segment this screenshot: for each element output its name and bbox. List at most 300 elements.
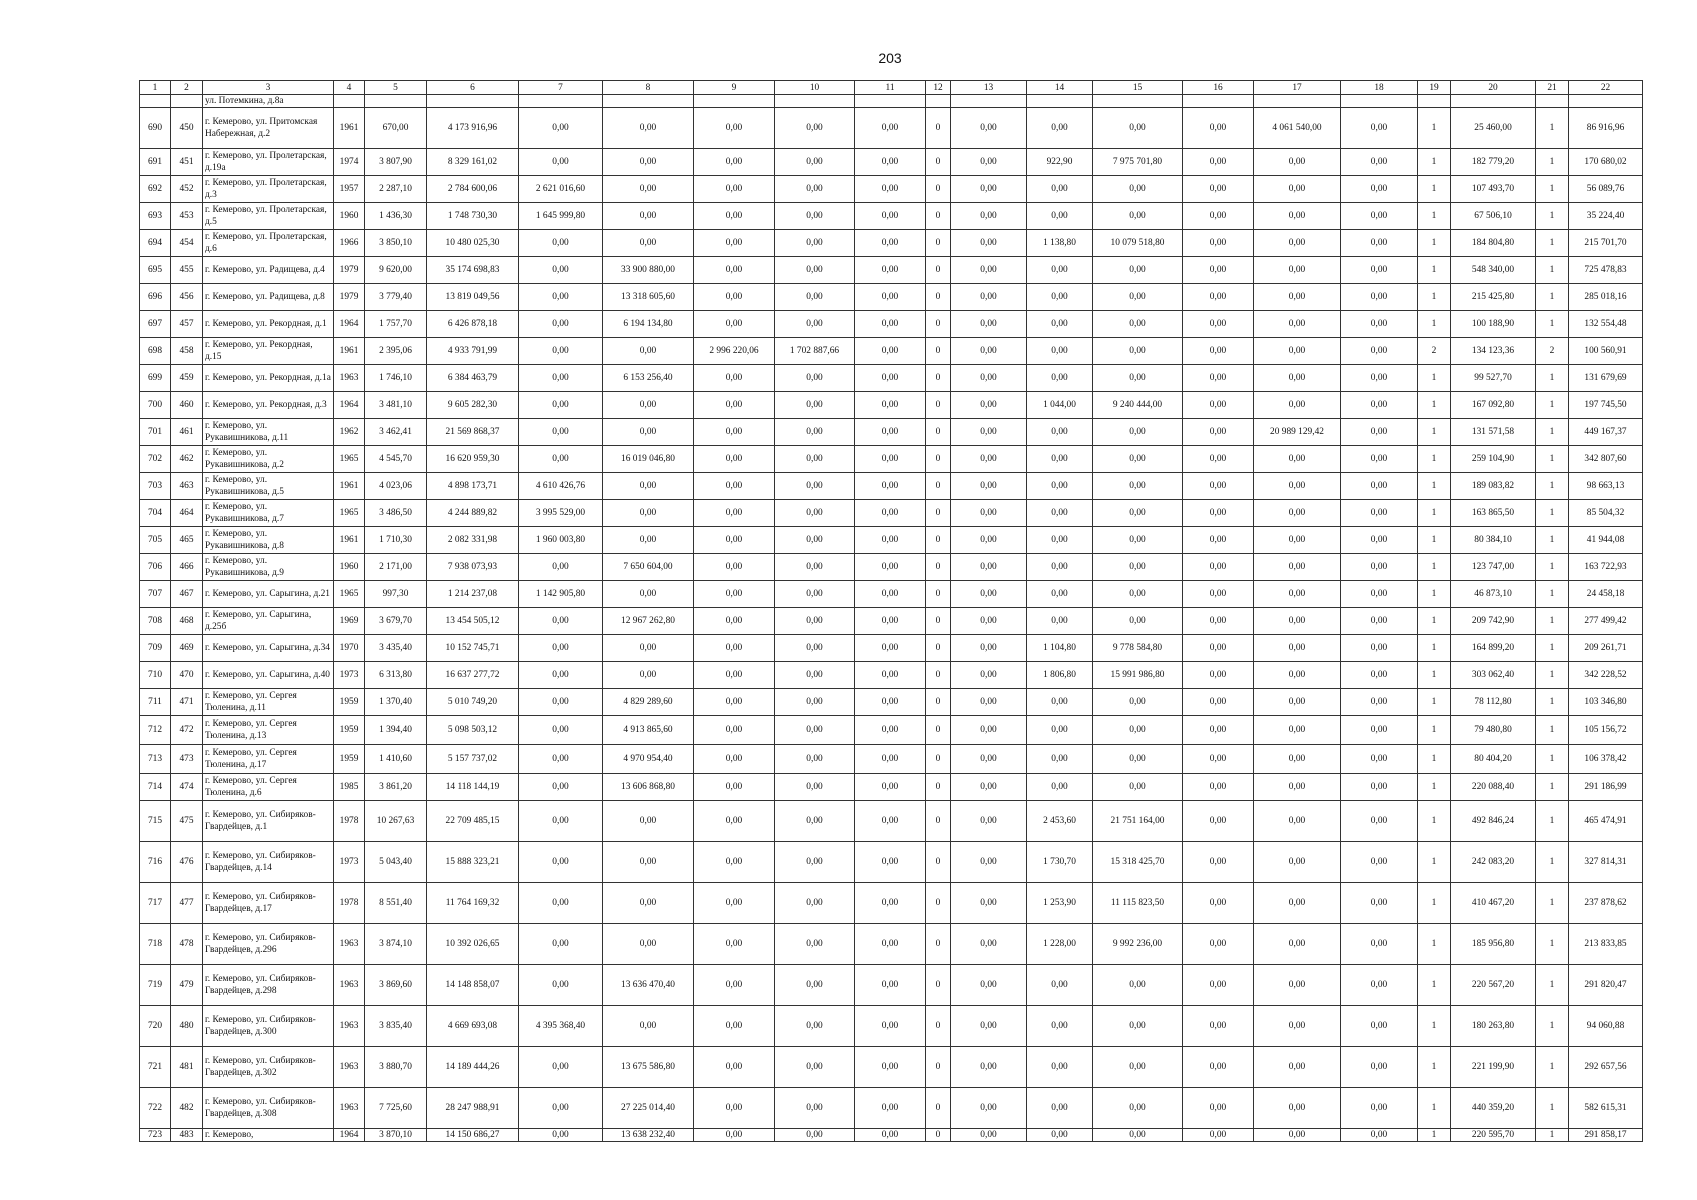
table-cell: 1 044,00 bbox=[1027, 392, 1093, 419]
table-cell: 0,00 bbox=[519, 608, 603, 635]
table-cell: 0,00 bbox=[1183, 1047, 1254, 1088]
table-cell: 0 bbox=[926, 284, 951, 311]
table-cell: 0,00 bbox=[1027, 1129, 1093, 1142]
table-cell: 5 043,40 bbox=[365, 842, 427, 883]
table-cell: 0,00 bbox=[855, 500, 926, 527]
table-cell: 0,00 bbox=[1254, 635, 1341, 662]
table-cell: 1 bbox=[1536, 745, 1569, 774]
table-cell: 0 bbox=[926, 203, 951, 230]
table-cell: 0,00 bbox=[1027, 1006, 1093, 1047]
table-row bbox=[140, 1006, 1643, 1047]
table-cell: 22 709 485,15 bbox=[427, 801, 519, 842]
table-cell: 1 bbox=[1536, 1129, 1569, 1142]
table-cell: 12 967 262,80 bbox=[603, 608, 694, 635]
table-cell: 722 bbox=[140, 1088, 171, 1129]
table-cell: 0 bbox=[926, 365, 951, 392]
table-cell: 1 bbox=[1418, 203, 1451, 230]
table-cell: 0,00 bbox=[694, 257, 775, 284]
table-cell: 35 174 698,83 bbox=[427, 257, 519, 284]
table-cell: 0,00 bbox=[1254, 924, 1341, 965]
table-cell: 1 bbox=[1536, 774, 1569, 801]
column-header: 2 bbox=[171, 81, 203, 95]
column-header: 13 bbox=[951, 81, 1027, 95]
table-cell: 20 989 129,42 bbox=[1254, 419, 1341, 446]
table-cell: 696 bbox=[140, 284, 171, 311]
table-cell: 0,00 bbox=[603, 801, 694, 842]
table-cell: 0,00 bbox=[951, 419, 1027, 446]
table-cell: 0,00 bbox=[603, 635, 694, 662]
table-cell: 0 bbox=[926, 311, 951, 338]
table-cell: 0,00 bbox=[1254, 608, 1341, 635]
table-cell: 0,00 bbox=[1027, 257, 1093, 284]
table-cell: 0,00 bbox=[694, 554, 775, 581]
table-cell: 184 804,80 bbox=[1451, 230, 1536, 257]
table-cell: 0,00 bbox=[694, 745, 775, 774]
table-cell: 1 bbox=[1536, 608, 1569, 635]
table-cell: 0,00 bbox=[603, 176, 694, 203]
table-cell: 2 784 600,06 bbox=[427, 176, 519, 203]
address-cell: ул. Потемкина, д.8а bbox=[203, 95, 334, 108]
table-cell: 0,00 bbox=[519, 842, 603, 883]
table-cell: 0,00 bbox=[1254, 662, 1341, 689]
table-cell: 0,00 bbox=[1027, 473, 1093, 500]
table-cell: 1 bbox=[1536, 473, 1569, 500]
table-cell: 0,00 bbox=[603, 149, 694, 176]
table-cell: 27 225 014,40 bbox=[603, 1088, 694, 1129]
table-cell: 0,00 bbox=[1341, 924, 1418, 965]
table-cell: 4 898 173,71 bbox=[427, 473, 519, 500]
table-cell: 0,00 bbox=[1341, 365, 1418, 392]
table-cell: 467 bbox=[171, 581, 203, 608]
address-cell: г. Кемерово, ул. Притомская Набережная, д.2 bbox=[203, 108, 334, 149]
table-cell: 0,00 bbox=[1341, 500, 1418, 527]
table-cell: 459 bbox=[171, 365, 203, 392]
table-cell: 479 bbox=[171, 965, 203, 1006]
table-cell: 0,00 bbox=[951, 446, 1027, 473]
table-cell: 707 bbox=[140, 581, 171, 608]
table-row bbox=[140, 95, 1643, 108]
table-cell: 0,00 bbox=[1093, 1129, 1183, 1142]
table-cell: 1 bbox=[1418, 924, 1451, 965]
table-cell: 0,00 bbox=[1183, 1006, 1254, 1047]
table-cell: 0 bbox=[926, 689, 951, 716]
table-cell: 0 bbox=[926, 635, 951, 662]
table-cell: 3 835,40 bbox=[365, 1006, 427, 1047]
table-row bbox=[140, 365, 1643, 392]
table-cell: 0,00 bbox=[519, 883, 603, 924]
table-cell: 25 460,00 bbox=[1451, 108, 1536, 149]
table-cell: 440 359,20 bbox=[1451, 1088, 1536, 1129]
table-cell: 0,00 bbox=[694, 1088, 775, 1129]
table-cell: 410 467,20 bbox=[1451, 883, 1536, 924]
table-cell: 701 bbox=[140, 419, 171, 446]
table-cell: 14 150 686,27 bbox=[427, 1129, 519, 1142]
table-cell: 1 bbox=[1536, 108, 1569, 149]
table-cell: 0,00 bbox=[603, 662, 694, 689]
table-cell: 3 870,10 bbox=[365, 1129, 427, 1142]
table-cell: 1 bbox=[1418, 1047, 1451, 1088]
table-cell: 1 bbox=[1418, 149, 1451, 176]
table-cell: 1 bbox=[1418, 774, 1451, 801]
table-row bbox=[140, 842, 1643, 883]
table-cell: 0 bbox=[926, 108, 951, 149]
table-cell: 1 104,80 bbox=[1027, 635, 1093, 662]
table-cell: 474 bbox=[171, 774, 203, 801]
table-cell: 3 779,40 bbox=[365, 284, 427, 311]
table-cell: 0,00 bbox=[1341, 203, 1418, 230]
table-cell: 460 bbox=[171, 392, 203, 419]
table-cell: 41 944,08 bbox=[1569, 527, 1643, 554]
table-cell: 0,00 bbox=[1254, 257, 1341, 284]
table-cell: 0,00 bbox=[694, 284, 775, 311]
table-row bbox=[140, 1088, 1643, 1129]
table-cell: 0,00 bbox=[1183, 801, 1254, 842]
table-cell: 7 938 073,93 bbox=[427, 554, 519, 581]
table-cell: 0,00 bbox=[1341, 1047, 1418, 1088]
table-cell: 4 023,06 bbox=[365, 473, 427, 500]
table-cell: 94 060,88 bbox=[1569, 1006, 1643, 1047]
table-cell: 123 747,00 bbox=[1451, 554, 1536, 581]
table-cell: 469 bbox=[171, 635, 203, 662]
table-cell: 0,00 bbox=[855, 581, 926, 608]
table-cell: 0,00 bbox=[1093, 338, 1183, 365]
table-cell: 215 701,70 bbox=[1569, 230, 1643, 257]
table-cell: 0,00 bbox=[519, 230, 603, 257]
table-cell: 0,00 bbox=[1341, 108, 1418, 149]
table-cell: 1 410,60 bbox=[365, 745, 427, 774]
address-cell: г. Кемерово, ул. Рукавишникова, д.2 bbox=[203, 446, 334, 473]
table-cell: 2 bbox=[1418, 338, 1451, 365]
address-cell: г. Кемерово, ул. Сибиряков-Гвардейцев, д.298 bbox=[203, 965, 334, 1006]
table-cell: 4 913 865,60 bbox=[603, 716, 694, 745]
address-cell: г. Кемерово, ул. Сергея Тюленина, д.11 bbox=[203, 689, 334, 716]
table-cell: 0,00 bbox=[1183, 176, 1254, 203]
table-cell: 697 bbox=[140, 311, 171, 338]
table-cell: 342 807,60 bbox=[1569, 446, 1643, 473]
table-cell: 1969 bbox=[334, 608, 365, 635]
table-cell: 0,00 bbox=[694, 842, 775, 883]
table-cell: 483 bbox=[171, 1129, 203, 1142]
table-cell: 0,00 bbox=[1254, 1088, 1341, 1129]
address-cell: г. Кемерово, ул. Сарыгина, д.40 bbox=[203, 662, 334, 689]
table-cell: 0,00 bbox=[951, 1006, 1027, 1047]
table-cell: 0,00 bbox=[519, 392, 603, 419]
table-cell: 0,00 bbox=[603, 203, 694, 230]
table-cell: 0,00 bbox=[775, 774, 855, 801]
table-cell: 1 bbox=[1418, 689, 1451, 716]
table-cell: 2 621 016,60 bbox=[519, 176, 603, 203]
table-cell: 0 bbox=[926, 149, 951, 176]
table-cell: 453 bbox=[171, 203, 203, 230]
table-cell: 0 bbox=[926, 1047, 951, 1088]
table-cell: 221 199,90 bbox=[1451, 1047, 1536, 1088]
table-cell: 3 462,41 bbox=[365, 419, 427, 446]
table-cell: 0,00 bbox=[855, 284, 926, 311]
table-row bbox=[140, 392, 1643, 419]
table-cell: 78 112,80 bbox=[1451, 689, 1536, 716]
table-cell: 0,00 bbox=[775, 1088, 855, 1129]
table-cell: 0,00 bbox=[855, 149, 926, 176]
column-header: 12 bbox=[926, 81, 951, 95]
table-cell: 163 865,50 bbox=[1451, 500, 1536, 527]
table-cell: 209 261,71 bbox=[1569, 635, 1643, 662]
table-cell: 1963 bbox=[334, 1088, 365, 1129]
table-cell: 0 bbox=[926, 965, 951, 1006]
table-cell: 0 bbox=[926, 230, 951, 257]
table-cell: 107 493,70 bbox=[1451, 176, 1536, 203]
table-cell: 1 bbox=[1536, 965, 1569, 1006]
table-cell: 0,00 bbox=[951, 716, 1027, 745]
table-cell: 0,00 bbox=[1183, 284, 1254, 311]
table-cell: 1970 bbox=[334, 635, 365, 662]
table-cell: 0,00 bbox=[1027, 1047, 1093, 1088]
table-cell: 21 751 164,00 bbox=[1093, 801, 1183, 842]
table-cell: 451 bbox=[171, 149, 203, 176]
table-cell: 1 bbox=[1536, 419, 1569, 446]
table-cell: 9 992 236,00 bbox=[1093, 924, 1183, 965]
table-cell: 0,00 bbox=[1093, 311, 1183, 338]
table-cell: 4 061 540,00 bbox=[1254, 108, 1341, 149]
table-cell: 1 bbox=[1418, 581, 1451, 608]
table-cell: 465 bbox=[171, 527, 203, 554]
table-cell: 693 bbox=[140, 203, 171, 230]
table-cell: 1963 bbox=[334, 965, 365, 1006]
address-cell: г. Кемерово, ул. Рукавишникова, д.8 bbox=[203, 527, 334, 554]
table-cell: 0,00 bbox=[951, 801, 1027, 842]
table-cell: 0,00 bbox=[775, 801, 855, 842]
table-cell: 10 480 025,30 bbox=[427, 230, 519, 257]
table-cell: 10 079 518,80 bbox=[1093, 230, 1183, 257]
table-cell: 0,00 bbox=[855, 365, 926, 392]
table-cell: 0,00 bbox=[1093, 176, 1183, 203]
table-cell: 0,00 bbox=[775, 1047, 855, 1088]
table-cell: 0 bbox=[926, 392, 951, 419]
table-cell: 0,00 bbox=[1254, 230, 1341, 257]
table-cell: 0,00 bbox=[519, 801, 603, 842]
table-cell: 8 329 161,02 bbox=[427, 149, 519, 176]
table-cell: 0 bbox=[926, 883, 951, 924]
table-cell: 0,00 bbox=[1341, 446, 1418, 473]
table-cell: 0,00 bbox=[855, 689, 926, 716]
table-cell: 1 bbox=[1418, 176, 1451, 203]
table-cell: 0,00 bbox=[1254, 716, 1341, 745]
table-cell: 0 bbox=[926, 554, 951, 581]
address-cell: г. Кемерово, ул. Сарыгина, д.21 bbox=[203, 581, 334, 608]
address-cell: г. Кемерово, bbox=[203, 1129, 334, 1142]
table-cell: 1 bbox=[1418, 392, 1451, 419]
table-cell: 4 395 368,40 bbox=[519, 1006, 603, 1047]
table-cell: 0,00 bbox=[951, 257, 1027, 284]
table-cell: 0,00 bbox=[775, 842, 855, 883]
table-cell: 1 bbox=[1536, 176, 1569, 203]
data-table bbox=[139, 80, 1643, 1142]
table-cell: 0,00 bbox=[1027, 108, 1093, 149]
table-cell: 277 499,42 bbox=[1569, 608, 1643, 635]
table-cell: 462 bbox=[171, 446, 203, 473]
table-cell: 0,00 bbox=[951, 230, 1027, 257]
table-cell: 342 228,52 bbox=[1569, 662, 1643, 689]
table-cell: 0,00 bbox=[855, 338, 926, 365]
table-cell: 0,00 bbox=[1341, 149, 1418, 176]
table-cell: 0,00 bbox=[603, 419, 694, 446]
table-cell: 0,00 bbox=[1183, 842, 1254, 883]
table-cell: 1959 bbox=[334, 689, 365, 716]
table-cell: 0,00 bbox=[855, 924, 926, 965]
table-cell: 220 088,40 bbox=[1451, 774, 1536, 801]
table-cell: 0,00 bbox=[1341, 635, 1418, 662]
table-cell: 1 142 905,80 bbox=[519, 581, 603, 608]
table-cell: 1 746,10 bbox=[365, 365, 427, 392]
column-header: 18 bbox=[1341, 81, 1418, 95]
table-cell: 700 bbox=[140, 392, 171, 419]
table-row bbox=[140, 203, 1643, 230]
table-cell: 6 384 463,79 bbox=[427, 365, 519, 392]
table-cell: 0,00 bbox=[951, 554, 1027, 581]
table-cell: 16 620 959,30 bbox=[427, 446, 519, 473]
table-cell: 1961 bbox=[334, 108, 365, 149]
table-cell: 1959 bbox=[334, 716, 365, 745]
table-cell: 471 bbox=[171, 689, 203, 716]
table-cell: 86 916,96 bbox=[1569, 108, 1643, 149]
table-cell: 1 bbox=[1418, 446, 1451, 473]
table-cell: 1957 bbox=[334, 176, 365, 203]
table-cell: 0,00 bbox=[1027, 689, 1093, 716]
table-cell: 1964 bbox=[334, 1129, 365, 1142]
table-cell: 10 392 026,65 bbox=[427, 924, 519, 965]
column-header: 3 bbox=[203, 81, 334, 95]
table-cell: 0,00 bbox=[1341, 883, 1418, 924]
table-cell: 0,00 bbox=[1183, 500, 1254, 527]
table-cell: 79 480,80 bbox=[1451, 716, 1536, 745]
table-cell: 1978 bbox=[334, 883, 365, 924]
table-cell: 0,00 bbox=[1093, 446, 1183, 473]
address-cell: г. Кемерово, ул. Радищева, д.8 bbox=[203, 284, 334, 311]
table-row bbox=[140, 311, 1643, 338]
table-cell: 0,00 bbox=[951, 745, 1027, 774]
table-cell: 0,00 bbox=[951, 203, 1027, 230]
table-cell: 0,00 bbox=[855, 745, 926, 774]
table-cell: 0,00 bbox=[1341, 473, 1418, 500]
table-cell: 0,00 bbox=[775, 689, 855, 716]
table-cell: 1978 bbox=[334, 801, 365, 842]
table-row bbox=[140, 662, 1643, 689]
table-cell: 0,00 bbox=[694, 230, 775, 257]
table-cell: 0,00 bbox=[951, 581, 1027, 608]
table-cell: 0,00 bbox=[1093, 745, 1183, 774]
table-cell: 259 104,90 bbox=[1451, 446, 1536, 473]
table-cell: 80 384,10 bbox=[1451, 527, 1536, 554]
table-cell: 4 933 791,99 bbox=[427, 338, 519, 365]
table-row bbox=[140, 774, 1643, 801]
table-cell: 0,00 bbox=[855, 311, 926, 338]
table-cell: 0,00 bbox=[1093, 257, 1183, 284]
table-cell: 0,00 bbox=[519, 774, 603, 801]
address-cell: г. Кемерово, ул. Пролетарская, д.5 bbox=[203, 203, 334, 230]
table-cell: 4 669 693,08 bbox=[427, 1006, 519, 1047]
table-cell: 0 bbox=[926, 419, 951, 446]
table-header-row bbox=[140, 81, 1643, 95]
table-cell: 1964 bbox=[334, 311, 365, 338]
table-cell: 0,00 bbox=[603, 527, 694, 554]
table-cell: 0,00 bbox=[951, 1047, 1027, 1088]
table-cell: 0,00 bbox=[694, 203, 775, 230]
table-cell: 0,00 bbox=[1183, 473, 1254, 500]
table-cell: 1973 bbox=[334, 662, 365, 689]
table-cell: 1 bbox=[1536, 1088, 1569, 1129]
table-cell: 0,00 bbox=[1027, 581, 1093, 608]
table-cell: 690 bbox=[140, 108, 171, 149]
table-cell: 0,00 bbox=[1341, 284, 1418, 311]
table-cell: 0,00 bbox=[1341, 774, 1418, 801]
table-cell: 0,00 bbox=[519, 284, 603, 311]
table-cell: 16 637 277,72 bbox=[427, 662, 519, 689]
table-cell: 0,00 bbox=[1341, 1088, 1418, 1129]
table-cell: 0 bbox=[926, 716, 951, 745]
table-cell: 0,00 bbox=[855, 419, 926, 446]
table-cell: 582 615,31 bbox=[1569, 1088, 1643, 1129]
table-cell: 0,00 bbox=[603, 581, 694, 608]
table-cell: 21 569 868,37 bbox=[427, 419, 519, 446]
table-cell: 1 bbox=[1418, 554, 1451, 581]
table-cell: 705 bbox=[140, 527, 171, 554]
table-cell: 1 436,30 bbox=[365, 203, 427, 230]
table-row bbox=[140, 419, 1643, 446]
table-cell: 1 bbox=[1418, 716, 1451, 745]
table-cell: 1979 bbox=[334, 284, 365, 311]
column-header: 16 bbox=[1183, 81, 1254, 95]
table-cell: 1961 bbox=[334, 338, 365, 365]
table-cell: 0,00 bbox=[951, 108, 1027, 149]
table-cell: 33 900 880,00 bbox=[603, 257, 694, 284]
table-cell: 0,00 bbox=[1093, 203, 1183, 230]
table-cell: 0,00 bbox=[603, 473, 694, 500]
table-cell: 0,00 bbox=[855, 801, 926, 842]
table-cell: 220 567,20 bbox=[1451, 965, 1536, 1006]
table-cell: 185 956,80 bbox=[1451, 924, 1536, 965]
table-cell: 1 bbox=[1418, 801, 1451, 842]
table-cell: 1 bbox=[1418, 500, 1451, 527]
table-cell: 10 152 745,71 bbox=[427, 635, 519, 662]
table-cell: 0,00 bbox=[1341, 801, 1418, 842]
column-header: 5 bbox=[365, 81, 427, 95]
table-cell: 0,00 bbox=[855, 257, 926, 284]
address-cell: г. Кемерово, ул. Рукавишникова, д.5 bbox=[203, 473, 334, 500]
table-cell: 0,00 bbox=[1093, 473, 1183, 500]
table-cell: 0,00 bbox=[1183, 311, 1254, 338]
address-cell: г. Кемерово, ул. Сибиряков-Гвардейцев, д.1 bbox=[203, 801, 334, 842]
table-cell: 0,00 bbox=[855, 108, 926, 149]
table-cell: 0,00 bbox=[1093, 527, 1183, 554]
table-cell: 0,00 bbox=[1254, 554, 1341, 581]
table-cell: 702 bbox=[140, 446, 171, 473]
address-cell: г. Кемерово, ул. Пролетарская, д.19а bbox=[203, 149, 334, 176]
table-cell: 0,00 bbox=[1254, 745, 1341, 774]
address-cell: г. Кемерово, ул. Сибиряков-Гвардейцев, д.296 bbox=[203, 924, 334, 965]
table-cell: 0,00 bbox=[951, 965, 1027, 1006]
table-cell: 0,00 bbox=[951, 608, 1027, 635]
table-cell: 0,00 bbox=[1254, 883, 1341, 924]
table-cell: 1965 bbox=[334, 581, 365, 608]
table-cell: 470 bbox=[171, 662, 203, 689]
column-header: 1 bbox=[140, 81, 171, 95]
table-cell: 0,00 bbox=[951, 774, 1027, 801]
table-cell: 0,00 bbox=[775, 284, 855, 311]
table-cell: 1 bbox=[1418, 662, 1451, 689]
table-cell: 0,00 bbox=[775, 365, 855, 392]
table-cell: 449 167,37 bbox=[1569, 419, 1643, 446]
table-row bbox=[140, 473, 1643, 500]
table-cell: 189 083,82 bbox=[1451, 473, 1536, 500]
